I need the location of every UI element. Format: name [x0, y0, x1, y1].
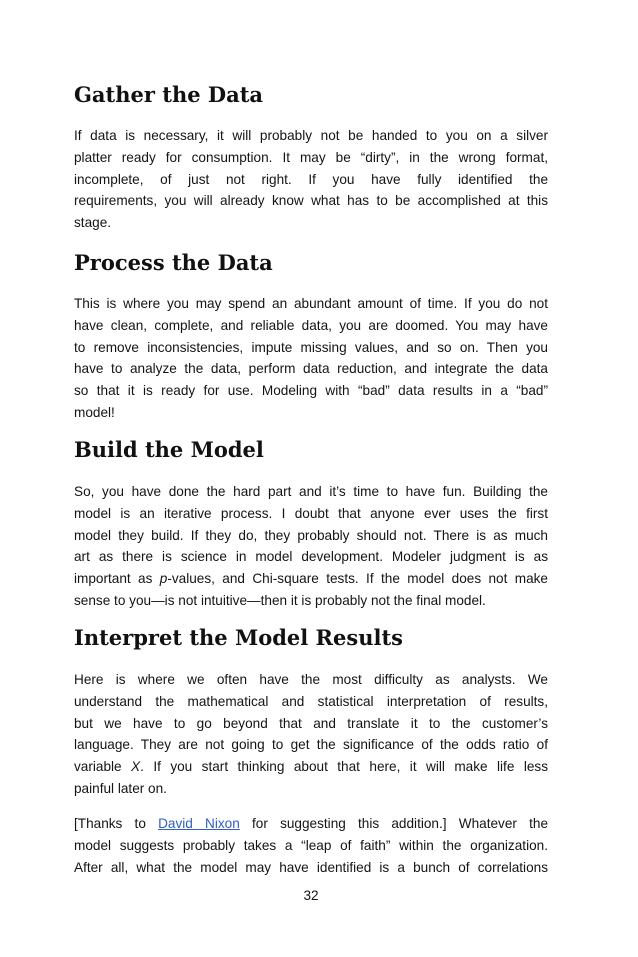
heading-process-the-data: Process the Data — [74, 250, 273, 275]
text-line: model! — [74, 404, 115, 420]
text-line: have clean, complete, and reliable data, you are doomed. You may have — [74, 317, 548, 333]
text-line: understand the mathematical and statistical interpretation of results, — [74, 693, 548, 709]
paragraph-build-the-model — [74, 481, 548, 612]
text-line: platter ready for consumption. It may be “dirty”, in the wrong format, — [74, 149, 548, 165]
italic-p: p — [159, 571, 168, 587]
text-line: art as there is science in model development. Modeler judgment is as — [74, 549, 548, 565]
text-line: but we have to go beyond that and translate it to the customer’s — [74, 715, 548, 731]
text-line: incomplete, of just not right. If you have fully identified the — [74, 171, 548, 187]
text-line: model suggests probably takes a “leap of faith” within the organization. — [74, 837, 548, 853]
document-page — [74, 0, 548, 957]
heading-build-the-model: Build the Model — [74, 437, 264, 462]
text-line: language. They are not going to get the significance of the odds ratio of — [74, 737, 548, 753]
paragraph-thanks — [74, 813, 548, 878]
text-line: If data is necessary, it will probably not be handed to you on a silver — [74, 128, 548, 143]
text-line: to remove inconsistencies, impute missing values, and so on. Then you — [74, 339, 548, 355]
page-number: 32 — [303, 888, 319, 903]
text-line: have to analyze the data, perform data reduction, and integrate the data — [74, 361, 548, 377]
italic-x: X — [131, 759, 141, 775]
text-line: [Thanks to David Nixon for suggesting this addition.] Whatever the — [74, 816, 549, 831]
text-line: variable X. If you start thinking about that here, it will make life less — [74, 759, 548, 775]
text-line: model they build. If they do, they probably should not. There is as much — [74, 527, 548, 543]
text-line: This is where you may spend an abundant amount of time. If you do not — [74, 296, 548, 311]
text-line: requirements, you will already know what has to be accomplished at this — [74, 193, 548, 209]
heading-interpret-the-model-results: Interpret the Model Results — [74, 625, 403, 650]
text-line: so that it is ready for use. Modeling with “bad” data results in a “bad” — [74, 383, 548, 399]
text-line: Here is where we often have the most difficulty as analysts. We — [74, 672, 548, 687]
text-line: important as p-values, and Chi-square tests. If the model does not make — [74, 571, 548, 587]
paragraph-process-the-data — [74, 293, 548, 424]
text-line: After all, what the model may have identified is a bunch of correlations — [74, 859, 548, 875]
heading-gather-the-data: Gather the Data — [74, 82, 264, 107]
text-line: sense to you—is not intuitive—then it is probably not the final model. — [74, 592, 486, 608]
text-line: painful later on. — [74, 780, 167, 796]
text-line: So, you have done the hard part and it’s time to have fun. Building the — [74, 484, 548, 499]
text-line: stage. — [74, 215, 112, 231]
paragraph-interpret-the-model-results — [74, 669, 548, 800]
link-david-nixon[interactable]: David Nixon — [158, 816, 240, 831]
text-line: model is an iterative process. I doubt that anyone ever uses the first — [74, 505, 548, 521]
paragraph-gather-the-data — [74, 125, 548, 234]
